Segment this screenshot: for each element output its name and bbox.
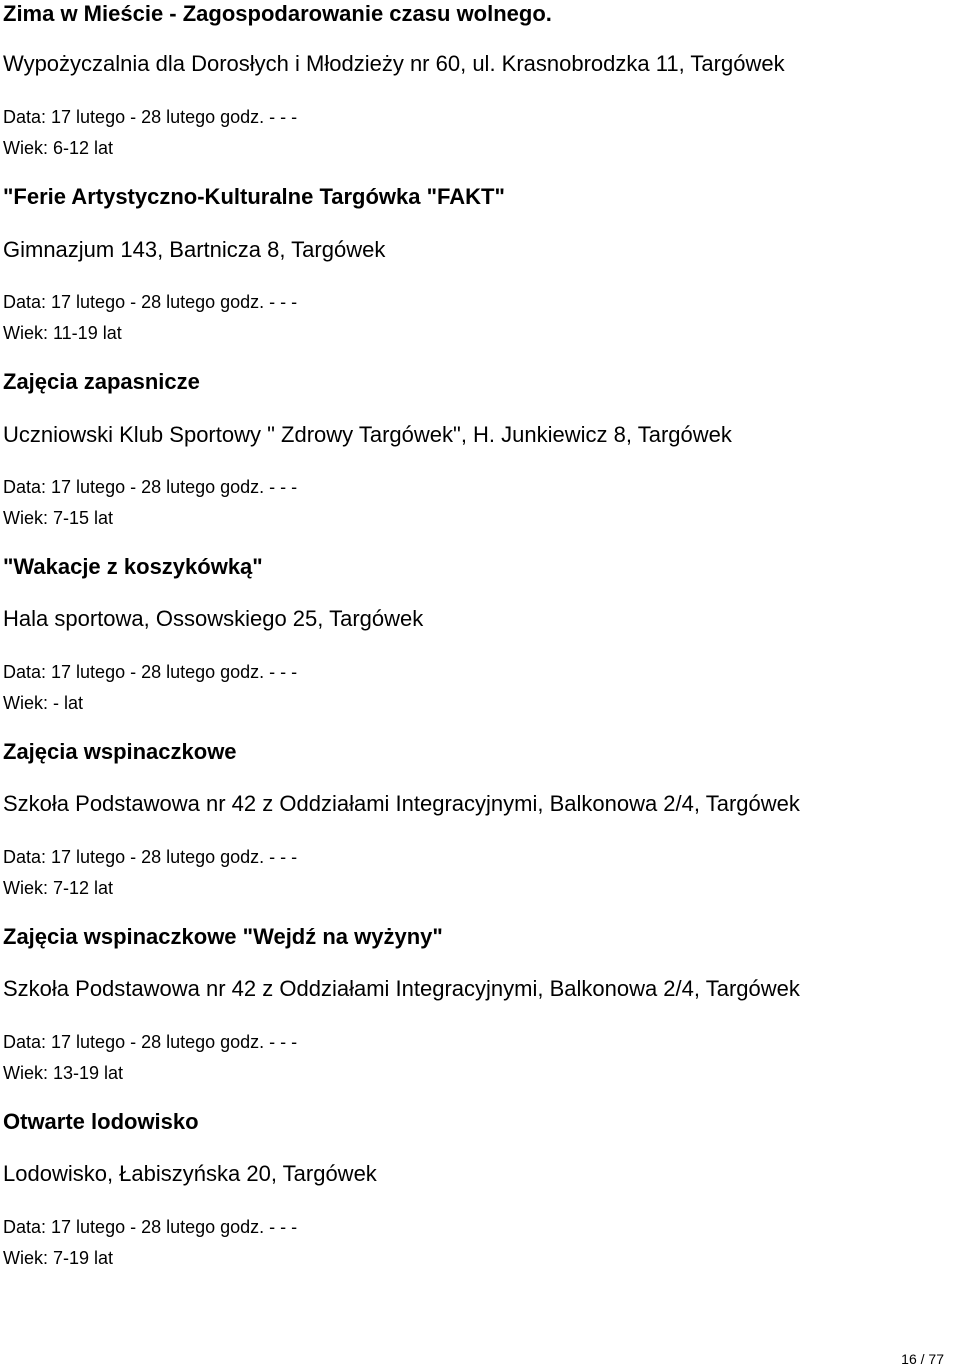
entry-age: Wiek: 7-19 lat: [3, 1248, 114, 1268]
entry-age: Wiek: 7-12 lat: [3, 878, 114, 898]
entry-title: Zajęcia wspinaczkowe: [3, 739, 237, 764]
entry-age: Wiek: - lat: [3, 693, 84, 713]
entry-age: Wiek: 11-19 lat: [3, 323, 122, 343]
page-number: 16 / 77: [901, 1351, 944, 1367]
entry-date: Data: 17 lutego - 28 lutego godz. - - -: [3, 662, 298, 682]
entry-date: Data: 17 lutego - 28 lutego godz. - - -: [3, 1032, 298, 1052]
entry-date: Data: 17 lutego - 28 lutego godz. - - -: [3, 477, 298, 497]
entry-title: Zima w Mieście - Zagospodarowanie czasu wolnego.: [3, 1, 552, 26]
entry-date: Data: 17 lutego - 28 lutego godz. - - -: [3, 107, 298, 127]
entry-date: Data: 17 lutego - 28 lutego godz. - - -: [3, 847, 298, 867]
entry-place: Szkoła Podstawowa nr 42 z Oddziałami Integracyjnymi, Balkonowa 2/4, Targówek: [3, 791, 800, 816]
entry-title: Zajęcia zapasnicze: [3, 369, 200, 394]
entry-date: Data: 17 lutego - 28 lutego godz. - - -: [3, 1217, 298, 1237]
entry-place: Lodowisko, Łabiszyńska 20, Targówek: [3, 1161, 377, 1186]
entry-place: Wypożyczalnia dla Dorosłych i Młodzieży nr 60, ul. Krasnobrodzka 11, Targówek: [3, 51, 785, 76]
entry-age: Wiek: 13-19 lat: [3, 1063, 124, 1083]
entry-title: Otwarte lodowisko: [3, 1109, 199, 1134]
entry-title: "Wakacje z koszykówką": [3, 554, 263, 579]
entry-place: Szkoła Podstawowa nr 42 z Oddziałami Integracyjnymi, Balkonowa 2/4, Targówek: [3, 976, 800, 1001]
entry-date: Data: 17 lutego - 28 lutego godz. - - -: [3, 292, 298, 312]
entry-title: "Ferie Artystyczno-Kulturalne Targówka "FAKT": [3, 184, 505, 209]
entry-place: Uczniowski Klub Sportowy " Zdrowy Targówek", H. Junkiewicz 8, Targówek: [3, 422, 732, 447]
entry-place: Gimnazjum 143, Bartnicza 8, Targówek: [3, 237, 386, 262]
entry-age: Wiek: 7-15 lat: [3, 508, 114, 528]
entry-place: Hala sportowa, Ossowskiego 25, Targówek: [3, 606, 424, 631]
entry-title: Zajęcia wspinaczkowe "Wejdź na wyżyny": [3, 924, 443, 949]
entry-age: Wiek: 6-12 lat: [3, 138, 114, 158]
